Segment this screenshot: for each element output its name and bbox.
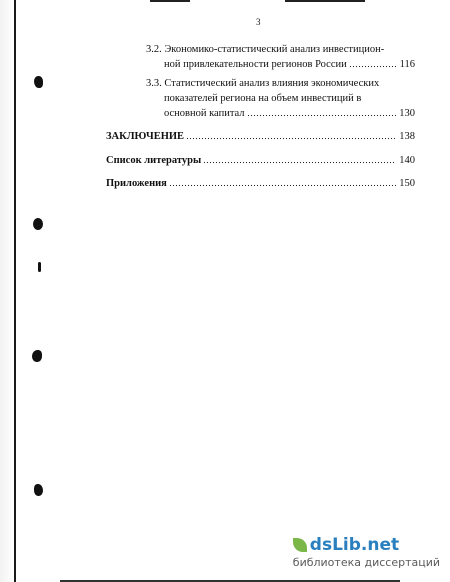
toc-entry-conclusion: [106, 131, 415, 143]
toc-entry-references: [106, 155, 415, 167]
toc-entry-text: ной привлекательности регионов России: [164, 59, 347, 70]
toc-entry-number: 3.2.: [146, 44, 162, 55]
leader-dots: [349, 65, 396, 68]
toc-entry-text: Список литературы: [106, 155, 202, 166]
toc-entry-number: 3.3.: [146, 78, 162, 89]
watermark-logo: [293, 535, 440, 555]
leaf-icon: [293, 538, 307, 552]
watermark-tagline: библиотека диссертаций: [292, 556, 440, 569]
toc-entry-text: Экономико-статистический анализ инвестицион-: [164, 44, 385, 55]
toc-page-number: 150: [399, 178, 415, 189]
toc-entry-appendices: [106, 178, 415, 190]
leader-dots: [186, 137, 396, 140]
toc-entry-text: основной капитал: [164, 108, 245, 119]
toc-page-number: 116: [399, 59, 415, 70]
leader-dots: [203, 161, 396, 164]
scan-shadow: [0, 0, 14, 582]
scan-artifact-top-line: [150, 0, 190, 2]
toc-entry-3-3-title-line-3: [164, 108, 415, 120]
toc-entry-text: Приложения: [106, 178, 167, 189]
leader-dots: [169, 184, 396, 187]
leader-dots: [247, 114, 396, 117]
toc-page-number: 138: [399, 131, 415, 142]
toc-entry-text: Статистический анализ влияния экономических: [164, 78, 380, 89]
scan-artifact-top-line: [285, 0, 365, 2]
toc-entry-3-2-title-line-2: [164, 59, 415, 71]
punch-hole-mark: [32, 350, 42, 362]
page-number: 3: [256, 17, 261, 27]
toc-entry-3-2-title-line-1: [146, 44, 384, 56]
punch-hole-mark: [34, 76, 43, 88]
toc-entry-text: показателей региона на объем инвестиций в: [164, 93, 362, 104]
toc-entry-3-3-title-line-1: [146, 78, 379, 90]
punch-hole-mark: [34, 484, 43, 496]
watermark: [293, 535, 440, 569]
toc-entry-text: ЗАКЛЮЧЕНИЕ: [106, 131, 185, 142]
watermark-brand: dsLib.net: [309, 535, 400, 555]
binding-edge: [14, 0, 16, 582]
toc-entry-3-3-title-line-2: [164, 93, 361, 105]
punch-hole-mark: [33, 218, 43, 230]
scan-speck: [38, 262, 41, 272]
toc-page-number: 130: [399, 108, 415, 119]
toc-page-number: 140: [399, 155, 415, 166]
